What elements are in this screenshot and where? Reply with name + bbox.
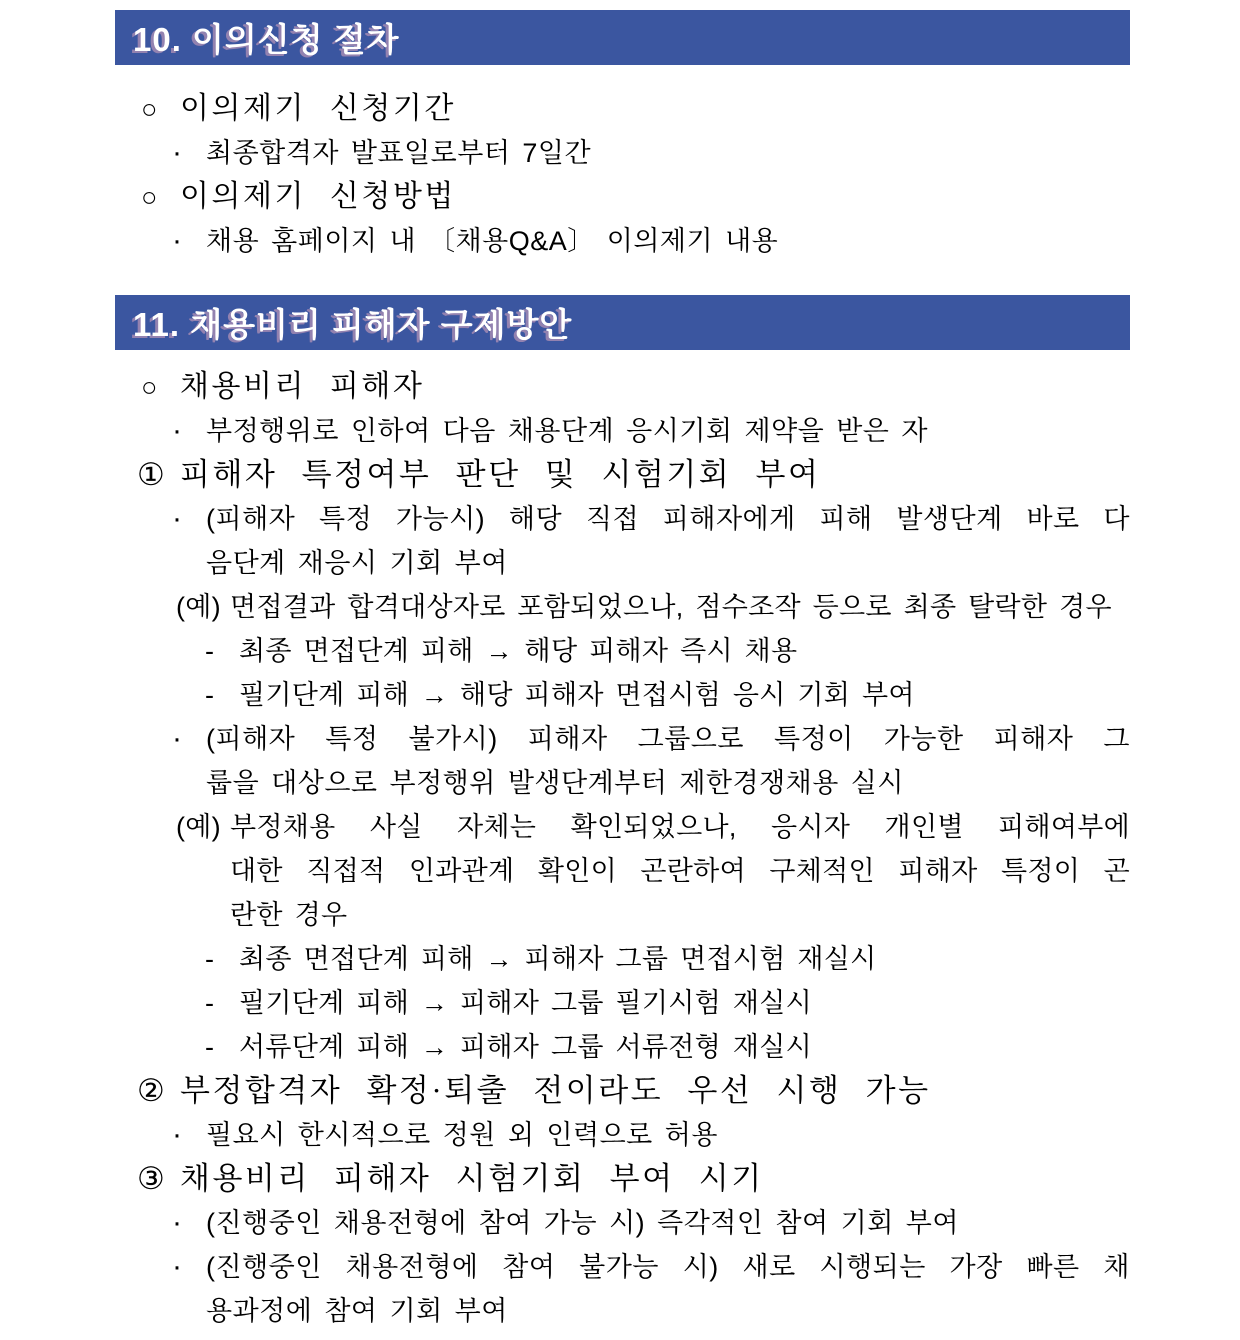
dot-bullet: · [172, 1118, 183, 1151]
list-item [115, 937, 1130, 981]
document-content [115, 0, 1130, 1333]
list-item [115, 497, 1130, 585]
numbered-bullet-3: ③ [137, 1161, 168, 1196]
list-item-text: 채용 홈페이지 내 〔채용Q&A〕 이의제기 내용 [206, 226, 779, 256]
section-header-11 [115, 295, 1130, 350]
list-item-text: 서류단계 피해 → 피해자 그룹 서류전형 재실시 [239, 1032, 812, 1062]
list-item [115, 365, 1130, 409]
list-item-text: 음단계 재응시 기회 부여 [206, 548, 508, 578]
dash-bullet: - [205, 636, 215, 666]
list-item-text: 채용비리 피해자 시험기회 부여 시기 [180, 1161, 764, 1196]
list-item [115, 585, 1130, 629]
list-item-text: 이의제기 신청기간 [180, 92, 456, 125]
section-title: 11. 채용비리 피해자 구제방안 [133, 306, 573, 343]
list-item [115, 175, 1130, 219]
list-item-text: 최종 면접단계 피해 → 피해자 그룹 면접시험 재실시 [239, 944, 877, 974]
list-item-text: 피해자 특정여부 판단 및 시험기회 부여 [180, 457, 821, 492]
list-item [115, 87, 1130, 131]
list-item-text: 최종 면접단계 피해 → 해당 피해자 즉시 채용 [239, 636, 798, 666]
list-item [115, 981, 1130, 1025]
list-item-text: 이의제기 신청방법 [180, 180, 456, 213]
list-item-text: 면접결과 합격대상자로 포함되었으나, 점수조작 등으로 최종 탈락한 경우 [230, 592, 1112, 622]
numbered-bullet-1: ① [137, 457, 168, 492]
list-item [115, 673, 1130, 717]
dot-bullet: · [172, 1250, 183, 1283]
dash-bullet: - [205, 1032, 215, 1062]
dash-bullet: - [205, 988, 215, 1018]
list-item [115, 1113, 1130, 1157]
list-item [115, 805, 1130, 937]
list-item-text: (피해자 특정 불가시) 피해자 그룹으로 특정이 가능한 피해자 그 [206, 724, 1130, 754]
list-item-text: 용과정에 참여 기회 부여 [206, 1296, 508, 1326]
list-item [115, 131, 1130, 175]
list-item-text: 부정행위로 인하여 다음 채용단계 응시기회 제약을 받은 자 [206, 416, 928, 446]
dot-bullet: · [172, 502, 183, 535]
list-item [115, 1201, 1130, 1245]
dot-bullet: · [172, 136, 183, 169]
list-item-text: (진행중인 채용전형에 참여 불가능 시) 새로 시행되는 가장 빠른 채 [206, 1252, 1130, 1282]
section-body-11 [115, 350, 1130, 1333]
list-item-text: (피해자 특정 가능시) 해당 직접 피해자에게 피해 발생단계 바로 다 [206, 504, 1130, 534]
list-item-text: 란한 경우 [230, 900, 348, 930]
dot-bullet: · [172, 1206, 183, 1239]
circle-bullet: ○ [141, 94, 160, 124]
list-item [115, 629, 1130, 673]
numbered-bullet-2: ② [137, 1073, 168, 1108]
dot-bullet: · [172, 224, 183, 257]
list-item [115, 1157, 1130, 1201]
list-item-text: 필기단계 피해 → 피해자 그룹 필기시험 재실시 [239, 988, 812, 1018]
list-item [115, 219, 1130, 263]
section-body-10 [115, 65, 1130, 263]
list-item [115, 1245, 1130, 1333]
section-header-10 [115, 10, 1130, 65]
list-item-text: 최종합격자 발표일로부터 7일간 [206, 138, 592, 168]
list-item-text: 필요시 한시적으로 정원 외 인력으로 허용 [206, 1120, 718, 1150]
list-item-text: 룹을 대상으로 부정행위 발생단계부터 제한경쟁채용 실시 [206, 768, 904, 798]
example-label: (예) [176, 812, 221, 842]
list-item [115, 1025, 1130, 1069]
list-item-text: (진행중인 채용전형에 참여 가능 시) 즉각적인 참여 기회 부여 [206, 1208, 959, 1238]
list-item-text: 필기단계 피해 → 해당 피해자 면접시험 응시 기회 부여 [239, 680, 915, 710]
list-item-text: 부정합격자 확정·퇴출 전이라도 우선 시행 가능 [180, 1073, 931, 1108]
example-label: (예) [176, 592, 221, 622]
list-item-text: 대한 직접적 인과관계 확인이 곤란하여 구체적인 피해자 특정이 곤 [230, 856, 1130, 886]
dot-bullet: · [172, 722, 183, 755]
list-item [115, 409, 1130, 453]
list-item [115, 717, 1130, 805]
section-title: 10. 이의신청 절차 [133, 21, 400, 58]
list-item [115, 453, 1130, 497]
circle-bullet: ○ [141, 182, 160, 212]
dash-bullet: - [205, 944, 215, 974]
list-item-text: 채용비리 피해자 [180, 370, 425, 403]
list-item [115, 1069, 1130, 1113]
dash-bullet: - [205, 680, 215, 710]
dot-bullet: · [172, 414, 183, 447]
list-item-text: 부정채용 사실 자체는 확인되었으나, 응시자 개인별 피해여부에 [230, 812, 1130, 842]
circle-bullet: ○ [141, 372, 160, 402]
